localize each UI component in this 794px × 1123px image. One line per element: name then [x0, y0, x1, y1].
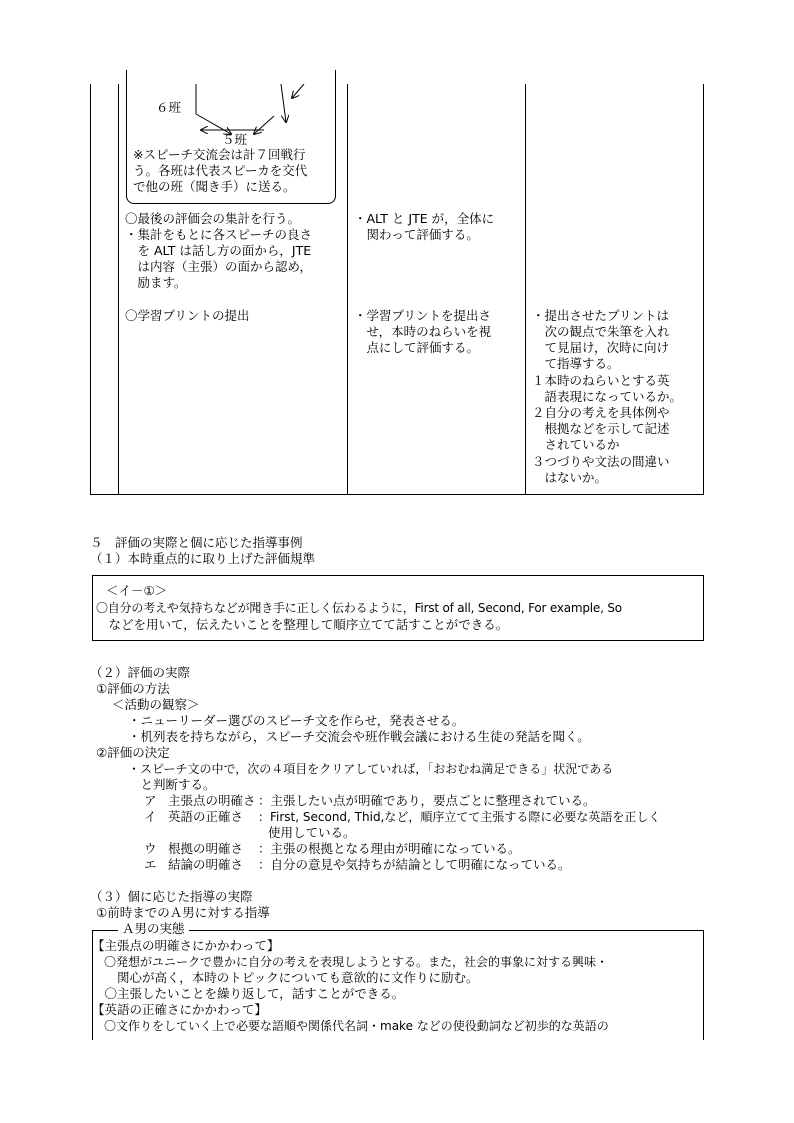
support-line: 関わって評価する。	[354, 227, 479, 242]
evaluation-line: て指導する。	[532, 356, 620, 371]
criterion-line: 〇自分の考えや気持ちなどが聞き手に正しく伝わるように，First of all, Second, For example, So	[96, 601, 622, 615]
decision-heading: ②評価の決定	[96, 745, 170, 760]
table-border-col1	[118, 84, 119, 495]
guidance-box-title: Ａ男の実態	[118, 921, 189, 937]
criterion-label: ＜イ－①＞	[106, 583, 168, 598]
guidance-line: 〇主張したいことを繰り返して，話すことができる。	[92, 986, 405, 1001]
diagram-note-line: う。各班は代表スピーカを交代	[133, 163, 308, 178]
decision-name: 英語の正確さ	[168, 809, 244, 824]
subsection-heading: （２）評価の実際	[90, 665, 191, 680]
diagram-note-line: ※スピーチ交流会は計７回戦行	[133, 147, 306, 162]
decision-text-cont: 使用している。	[268, 825, 356, 840]
decision-mark: エ	[144, 857, 157, 872]
diagram-note-line: で他の班（聞き手）に送る。	[133, 179, 296, 194]
section-heading: ５ 評価の実際と個に応じた指導事例	[90, 535, 303, 550]
support-line: ・ALT と JTE が，全体に	[354, 211, 495, 226]
evaluation-line: ・提出させたプリントは	[532, 308, 670, 323]
table-border-col3	[525, 84, 526, 495]
decision-name: 根拠の明確さ	[168, 841, 244, 856]
support-line: ・学習プリントを提出さ	[354, 308, 492, 323]
guidance-line: 〇発想がユニークで豊かに自分の考えを表現しようとする。また，社会的事象に対する興味・	[92, 955, 609, 969]
decision-text: ：First, Second, Thid,など，順序立てて主張する際に必要な英語を正しく	[258, 810, 661, 824]
activity-line: 〇学習プリントの提出	[125, 308, 250, 323]
evaluation-line: はないか。	[532, 470, 608, 485]
evaluation-line: て見届け，次時に向け	[532, 340, 670, 355]
table-border-left	[90, 84, 91, 495]
decision-intro: と判断する。	[128, 777, 216, 792]
method-item: ・机列表を持ちながら，スピーチ交流会や班作戦会議における生徒の発話を聞く。	[128, 729, 590, 744]
decision-mark: ウ	[144, 841, 157, 856]
activity-line: は内容（主張）の面から認め，	[125, 259, 313, 274]
decision-name: 主張点の明確さ	[168, 793, 256, 808]
table-border-bottom	[90, 494, 704, 495]
evaluation-line: されているか	[532, 437, 620, 452]
method-item: ・ニューリーダー選びのスピーチ文を作らせ，発表させる。	[128, 713, 465, 728]
activity-line: 励ます。	[125, 275, 187, 290]
evaluation-line: ２自分の考えを具体例や	[532, 405, 670, 420]
evaluation-line: 語表現になっているか。	[532, 389, 683, 404]
decision-mark: イ	[144, 809, 157, 824]
support-line: せ，本時のねらいを視	[354, 324, 492, 339]
decision-text: ：自分の意見や気持ちが結論として明確になっている。	[258, 857, 571, 872]
guidance-line: 【主張点の明確さにかかわって】	[92, 938, 280, 953]
support-line: 点にして評価する。	[354, 340, 480, 355]
activity-line: 〇最後の評価会の集計を行う。	[125, 211, 301, 226]
method-heading: ①評価の方法	[96, 681, 170, 696]
method-label: ＜活動の観察＞	[112, 697, 200, 712]
group6-label: ６班	[156, 100, 182, 115]
evaluation-line: １本時のねらいとする英	[532, 373, 670, 388]
evaluation-line: 次の観点で朱筆を入れ	[532, 324, 670, 339]
decision-text: ：主張の根拠となる理由が明確になっている。	[258, 841, 521, 856]
evaluation-line: ３つづりや文法の間違い	[532, 454, 670, 469]
criterion-line: などを用いて，伝えたいことを整理して順序立てて話すことができる。	[96, 617, 509, 632]
evaluation-line: 根拠などを示して記述	[532, 421, 670, 436]
guidance-line: 【英語の正確さにかかわって】	[92, 1002, 267, 1017]
table-border-col2	[347, 84, 348, 495]
subsection-heading: （１）本時重点的に取り上げた評価規準	[90, 551, 316, 566]
table-border-right	[703, 84, 704, 495]
guidance-line: 〇文作りをしていく上で必要な語順や関係代名詞・make などの使役動詞など初歩的な英語の	[92, 1019, 609, 1033]
guidance-line: 関心が高く，本時のトピックについても意欲的に文作りに励む。	[92, 970, 479, 985]
decision-intro: ・スピーチ文の中で，次の４項目をクリアしていれば，「おおむね満足できる」状況である	[128, 762, 614, 776]
activity-line: を ALT は話し方の面から，JTE	[125, 243, 312, 258]
decision-mark: ア	[144, 793, 157, 808]
decision-text: ：主張したい点が明確であり，要点ごとに整理されている。	[258, 793, 596, 808]
subsection-heading: （３）個に応じた指導の実際	[90, 889, 253, 904]
group5-label: ５班	[222, 132, 248, 147]
activity-line: ・集計をもとに各スピーチの良さ	[125, 227, 313, 242]
decision-name: 結論の明確さ	[168, 857, 244, 872]
guidance-heading: ①前時までのＡ男に対する指導	[96, 905, 270, 920]
